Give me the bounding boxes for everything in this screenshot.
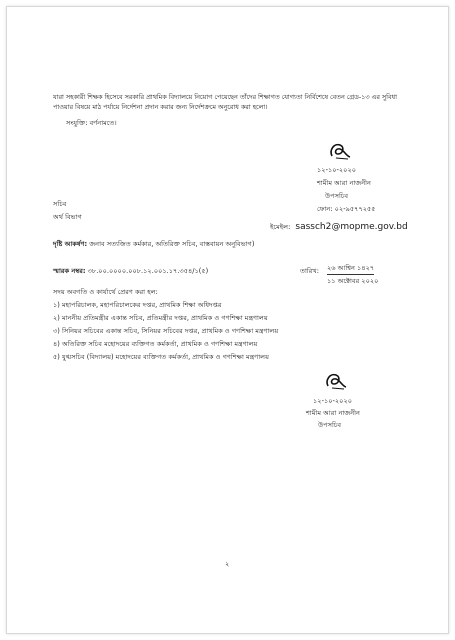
distribution-item: ২) মাননীয় প্রতিমন্ত্রীর একান্ত সচিব, প্রতিমন্ত্রীর দপ্তর, প্রাথমিক ও গণশিক্ষা মন্ত্রণালয়: [53, 314, 268, 322]
signatory-1-title: উপসচিব: [325, 192, 349, 200]
memo-date-bangla: ২৬ আশ্বিন ১৪২৭: [327, 264, 374, 275]
attention-text: জনাব সত্যজিত কর্মকার, অতিরিক্ত সচিব, বাস্তবায়ন অনুবিভাগ): [89, 240, 255, 248]
distribution-item: ১) মহাপরিচালক, মহাপরিচালকের দপ্তর, প্রাথমিক শিক্ষা অধিদপ্তর: [53, 301, 222, 309]
email-address[interactable]: sassch2@mopme.gov.bd: [295, 222, 408, 232]
signatory-2-name: শামীম আরা নাজনীন: [306, 409, 360, 417]
signature-image: [326, 140, 354, 162]
distribution-item: ৪) অতিরিক্ত সচিব মহোদয়ের ব্যক্তিগত কর্মকর্তা, প্রাথমিক ও গণশিক্ষা মন্ত্রণালয়: [53, 340, 258, 348]
attention-line: [53, 240, 254, 249]
memo-date-english: ১১ অক্টোবর ২০২০: [327, 277, 379, 285]
email-label: ইমেইল:: [270, 223, 291, 231]
signatory-1-date: ১২-১০-২০২০: [317, 166, 357, 174]
memo-label: স্মারক নম্বর:: [53, 267, 86, 275]
body-paragraph: যারা সহকারী শিক্ষক হিসেবে সরকারি প্রাথমিক বিদ্যালয়ে নিয়োগ পেয়েছেন তাঁদের শিক্ষাগত যোগ্যতা নির্বিশেষে বেতন গ্রেড-১৩ এর সুবিধা পাওয়ার বিষয়ে মাঠ পর্যায়ে নির্দেশনা প্রদান করার জন্য নির্দেশক্রমে অনুরোধ করা হলো।: [53, 93, 397, 111]
page-number: ২: [225, 560, 230, 568]
distribution-item: ৫) যুগ্মসচিব (বিদ্যালয়) মহোদয়ের ব্যক্তিগত কর্মকর্তা, প্রাথমিক ও গণশিক্ষা মন্ত্রণালয়: [53, 353, 269, 361]
distribution-heading: সদয় অবগতি ও কার্যার্থে প্রেরণ করা হল:: [53, 288, 158, 296]
signatory-1-phone: ফোন: ০২-৯৫৭৭২৫৫: [317, 205, 376, 213]
signatory-2-title: উপসচিব: [318, 421, 342, 429]
distribution-item: ৩) সিনিয়র সচিবের একান্ত সচিব, সিনিয়র সচিবের দপ্তর, প্রাথমিক ও গণশিক্ষা মন্ত্রণালয়: [53, 327, 279, 335]
recipient-division: অর্থ বিভাগ: [53, 213, 82, 221]
memo-number: ৩৮.০০.০০০০.০০৮.১২.০০১.১৭.৩৫৪/১(৫): [87, 267, 209, 275]
signature-image: [322, 370, 350, 392]
attention-label: দৃষ্টি আকর্ষণ:: [53, 240, 88, 248]
signatory-1-email-line: [270, 214, 408, 233]
attachment-line: সংযুক্তি: বর্ণনামতে।: [66, 119, 117, 127]
signatory-2-date: ১২-১০-২০২০: [313, 397, 353, 405]
memo-number-line: [53, 267, 208, 276]
signatory-1-name: শামীম আরা নাজনীন: [317, 179, 371, 187]
recipient-title: সচিব: [53, 200, 67, 208]
memo-date-label: তারিখ:: [300, 267, 319, 275]
